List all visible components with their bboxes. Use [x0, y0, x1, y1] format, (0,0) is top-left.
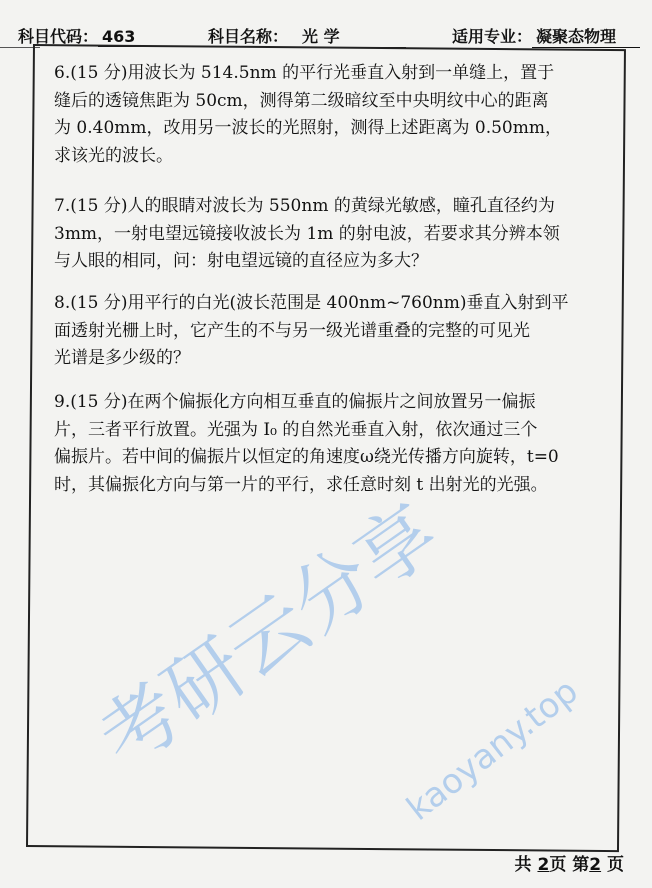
subject-name-label: 科目名称： [208, 27, 289, 46]
page-indicator [515, 850, 624, 875]
question-line: 时，其偏振化方向与第一片的平行，求任意时刻 t 出射光的光强。 [54, 474, 548, 495]
major-label: 适用专业： [452, 27, 533, 46]
watermark-chinese: 考研云分享 [83, 488, 455, 786]
subject-name-value: 光 学 [288, 24, 406, 48]
question-line: 光谱是多少级的？ [54, 348, 190, 368]
total-prefix: 共 [514, 855, 532, 875]
page-prefix: 第 [572, 855, 590, 875]
question-line: 缝后的透镜焦距为 50cm，测得第二级暗纹至中央明纹中心的距离 [54, 90, 549, 111]
watermark-url: kaoyany.top [399, 671, 586, 829]
question-line: 与人眼的相同，问：射电望远镜的直径应为多大？ [54, 251, 428, 271]
major [452, 24, 640, 48]
page-suffix: 页 [607, 855, 624, 875]
subject-name [208, 24, 406, 48]
question-9 [54, 389, 624, 499]
question-7 [54, 193, 624, 276]
subject-code-label: 科目代码： [18, 27, 99, 46]
question-line: 偏振片。若中间的偏振片以恒定的角速度ω绕光传播方向旋转，t=0 [54, 447, 559, 467]
question-8 [54, 290, 624, 373]
question-6 [54, 60, 624, 170]
total-pages: 2 [537, 855, 550, 875]
question-line: 6.(15 分)用波长为 514.5nm 的平行光垂直入射到一单缝上，置于 [54, 63, 555, 83]
subject-code-value: 463 [98, 27, 186, 47]
question-line: 7.(15 分)人的眼睛对波长为 550nm 的黄绿光敏感，瞳孔直径约为 [54, 196, 555, 216]
question-line: 9.(15 分)在两个偏振化方向相互垂直的偏振片之间放置另一偏振 [54, 392, 536, 412]
total-suffix: 页 [549, 855, 567, 875]
question-line: 8.(15 分)用平行的白光(波长范围是 400nm~760nm)垂直入射到平 [54, 293, 569, 313]
question-line: 3mm，一射电望远镜接收波长为 1m 的射电波，若要求其分辨本领 [54, 223, 560, 244]
major-value: 凝聚态物理 [532, 24, 640, 48]
question-line: 求该光的波长。 [54, 145, 173, 166]
page-number: 2 [589, 855, 602, 875]
question-line: 片，三者平行放置。光强为 I₀ 的自然光垂直入射，依次通过三个 [54, 419, 538, 440]
question-line: 面透射光栅上时，它产生的不与另一级光谱重叠的完整的可见光 [54, 320, 530, 341]
question-line: 为 0.40mm，改用另一波长的光照射，测得上述距离为 0.50mm， [54, 118, 562, 138]
